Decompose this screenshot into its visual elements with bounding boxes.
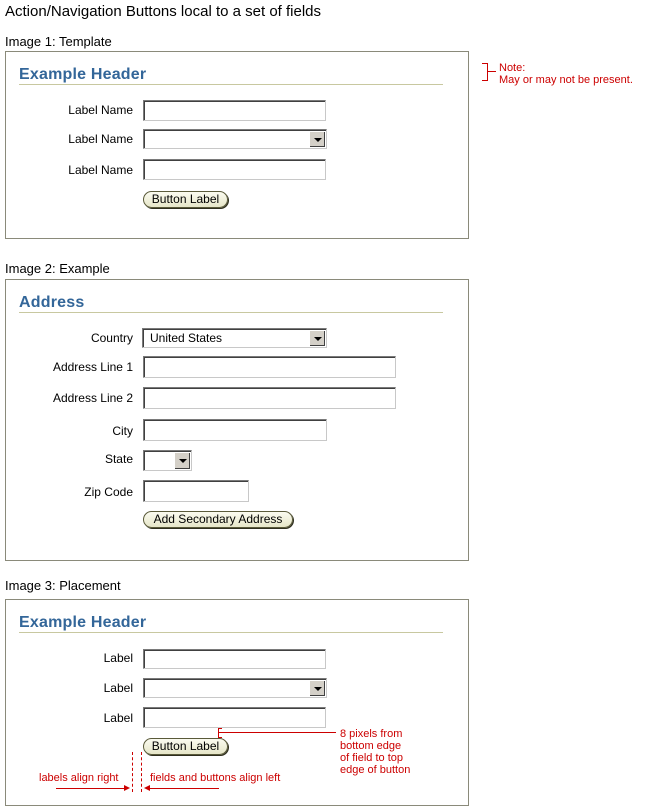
- text-field[interactable]: [143, 100, 326, 121]
- text-field[interactable]: [143, 649, 326, 669]
- note-bracket-tick: [488, 71, 496, 72]
- field-label: Label: [103, 711, 133, 725]
- select-field[interactable]: [143, 129, 327, 149]
- spacing-annotation-line: of field to top: [340, 752, 403, 764]
- field-label: Label: [103, 651, 133, 665]
- state-select[interactable]: [143, 450, 192, 471]
- arrow-right-icon: [124, 785, 130, 791]
- image2-caption: Image 2: Example: [5, 261, 110, 276]
- panel-header: Example Header: [19, 614, 147, 631]
- note-bracket: [482, 63, 488, 81]
- placement-panel: [5, 599, 469, 806]
- address-panel: [5, 279, 469, 561]
- chevron-down-icon[interactable]: [174, 452, 190, 469]
- spacing-bracket: [218, 737, 222, 738]
- city-label: City: [112, 424, 133, 438]
- note-text: May or may not be present.: [499, 74, 633, 86]
- spacing-bracket: [218, 728, 222, 729]
- chevron-down-icon[interactable]: [309, 680, 325, 696]
- address-line-1-label: Address Line 1: [52, 360, 133, 374]
- labels-align-arrow: [56, 788, 128, 789]
- spacing-annotation-line: bottom edge: [340, 740, 402, 752]
- label-align-guide: [132, 752, 133, 792]
- country-label: Country: [90, 331, 133, 345]
- state-label: State: [104, 452, 133, 466]
- text-field[interactable]: [143, 159, 326, 180]
- chevron-down-icon[interactable]: [309, 131, 325, 147]
- zip-code-field[interactable]: [143, 480, 249, 502]
- spacing-annotation-line: edge of button: [340, 764, 411, 776]
- country-select-value: United States: [150, 331, 223, 345]
- fields-align-annotation: fields and buttons align left: [150, 772, 281, 784]
- add-secondary-address-button[interactable]: Add Secondary Address: [143, 511, 293, 528]
- field-label: Label Name: [68, 103, 133, 117]
- panel-header: Example Header: [19, 66, 147, 83]
- chevron-down-icon[interactable]: [309, 330, 325, 346]
- button-label-button[interactable]: Button Label: [143, 191, 228, 208]
- header-rule: [19, 84, 443, 85]
- field-label: Label Name: [68, 163, 133, 177]
- select-field[interactable]: [143, 678, 327, 698]
- text-field[interactable]: [143, 707, 326, 728]
- field-label: Label Name: [68, 132, 133, 146]
- image3-caption: Image 3: Placement: [5, 578, 121, 593]
- template-panel: [5, 51, 469, 239]
- panel-header: Address: [19, 294, 85, 311]
- address-line-1-field[interactable]: [143, 356, 396, 378]
- page-title: Action/Navigation Buttons local to a set of fields: [5, 3, 322, 20]
- header-rule: [19, 312, 443, 313]
- fields-align-arrow: [149, 788, 219, 789]
- country-select[interactable]: [142, 328, 327, 348]
- header-rule: [19, 632, 443, 633]
- field-align-guide: [141, 752, 142, 792]
- labels-align-annotation: labels align right: [39, 772, 119, 784]
- spacing-annotation-line: 8 pixels from: [340, 728, 403, 740]
- address-line-2-field[interactable]: [143, 387, 396, 409]
- spacing-leader-line: [218, 732, 336, 733]
- city-field[interactable]: [143, 419, 327, 441]
- address-line-2-label: Address Line 2: [52, 391, 133, 405]
- zip-code-label: Zip Code: [84, 485, 133, 499]
- button-label-button[interactable]: Button Label: [143, 738, 228, 755]
- arrow-left-icon: [144, 785, 150, 791]
- note-title: Note:: [499, 62, 526, 74]
- image1-caption: Image 1: Template: [5, 34, 112, 49]
- field-label: Label: [103, 681, 133, 695]
